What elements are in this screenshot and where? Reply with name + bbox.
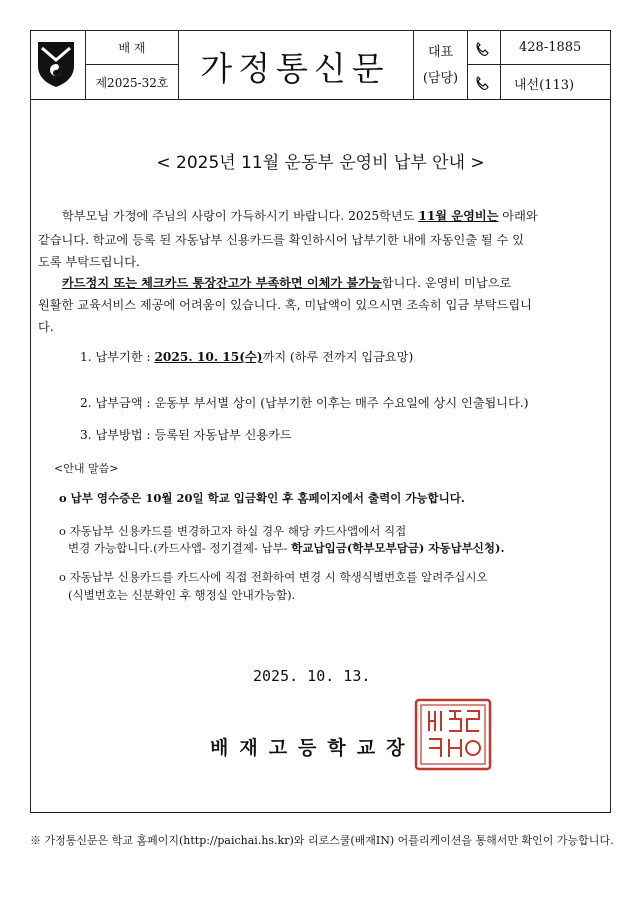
issue-date: 2025. 10. 13. [253, 667, 371, 685]
note-item: (식별번호는 신분확인 후 행정실 안내가능함). [68, 588, 296, 602]
school-crest-logo [36, 40, 76, 88]
doc-type-title: 가정통신문 [200, 48, 390, 88]
note-item: 변경 가능합니다.(카드사앱- 정기결제- 납부- 학교납입금(학부모부담금) 자동납부신청). [68, 541, 505, 555]
footer-note: ※ 가정통신문은 학교 홈페이지(http://paichai.hs.kr)와 리로스쿨(배재IN) 어플리케이션을 통해서만 확인이 가능합니다. [30, 834, 614, 847]
note-item: o 자동납부 신용카드를 카드사에 직접 전화하여 변경 시 학생식별번호를 알려주십시오 [59, 570, 488, 584]
phone-icon [474, 41, 492, 57]
contact-label: 대표 [427, 44, 454, 60]
school-signature: 배재고등학교장 [210, 737, 416, 759]
header-divider [500, 30, 501, 100]
header-divider [467, 64, 611, 65]
phone-icon [474, 75, 492, 91]
list-item: 3. 납부방법 : 등록된 자동납부 신용카드 [80, 428, 292, 442]
header-rule [30, 99, 611, 100]
contact-sub-label: (담당) [422, 70, 459, 86]
phone-main: 428-1885 [519, 40, 582, 55]
warning-line: 카드정지 또는 체크카드 통장잔고가 부족하면 이체가 불가능합니다. 운영비 미납으로 [62, 276, 512, 290]
warning-emphasis: 카드정지 또는 체크카드 통장잔고가 부족하면 이체가 불가능 [62, 276, 382, 290]
note-item: o 자동납부 신용카드를 변경하고자 하실 경우 해당 카드사앱에서 직접 [59, 524, 407, 538]
notes-heading: <안내 말씀> [54, 462, 119, 475]
intro-line: 학부모님 가정에 주님의 사랑이 가득하시기 바랍니다. 2025학년도 11월 운영비는 아래와 [62, 209, 538, 223]
note-item: o 납부 영수증은 10월 20일 학교 입금확인 후 홈페이지에서 출력이 가능합니다. [59, 491, 465, 505]
intro-line: 같습니다. 학교에 등록 된 자동납부 신용카드를 확인하시어 납부기한 내에 자동인출 될 수 있 [38, 233, 524, 247]
phone-extension: 내선(113) [514, 78, 575, 93]
header-divider [178, 30, 179, 100]
issuer-label: 배 재 [118, 41, 146, 55]
official-seal [413, 697, 493, 772]
list-item: 1. 납부기한 : 2025. 10. 15(수)까지 (하루 전까지 입금요망) [80, 350, 414, 364]
header-divider [467, 30, 468, 100]
highlight-month: 11월 운영비는 [418, 209, 499, 223]
intro-line: 도록 부탁드립니다. [38, 255, 140, 269]
due-date: 2025. 10. 15(수) [154, 350, 263, 364]
issue-number: 제2025-32호 [95, 75, 169, 90]
notice-title: < 2025년 11월 운동부 운영비 납부 안내 > [156, 153, 485, 173]
list-item: 2. 납부금액 : 운동부 부서별 상이 (납부기한 이후는 매주 수요일에 상시 인출됩니다.) [80, 396, 529, 410]
warning-line: 원활한 교육서비스 제공에 어려움이 있습니다. 혹, 미납액이 있으시면 조속히 입금 부탁드립니 [38, 298, 532, 312]
warning-line: 다. [38, 320, 54, 334]
